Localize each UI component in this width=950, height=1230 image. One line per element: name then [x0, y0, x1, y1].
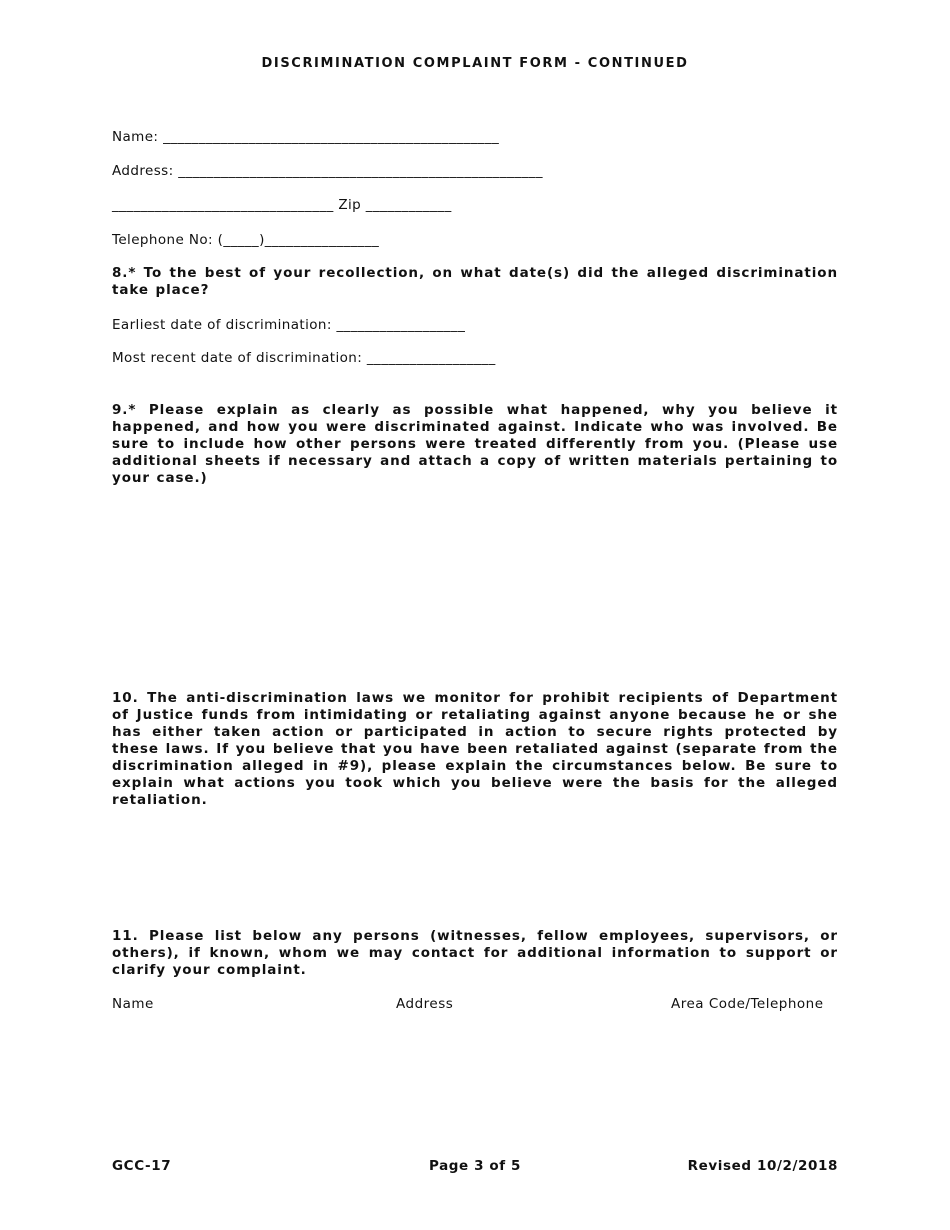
witness-list-area[interactable] [112, 1020, 838, 1140]
question-9: 9.* Please explain as clearly as possible what happened, why you believe it happened, and how you were discriminated against. Indicate who was involved. Be sure to include how other persons were treated differently from you. (Please use additional sheets if necessary and attach a copy of written materials pertaining to your case.) [112, 402, 838, 486]
column-header-name: Name [112, 996, 154, 1012]
page-title: DISCRIMINATION COMPLAINT FORM - CONTINUED [261, 56, 689, 71]
address-field-line[interactable]: Address: ___________________________________________________ [112, 163, 543, 179]
question-11: 11. Please list below any persons (witnesses, fellow employees, supervisors, or others), if known, whom we may contact for additional information to support or clarify your complaint. [112, 928, 838, 978]
earliest-date-field-line[interactable]: Earliest date of discrimination: __________________ [112, 317, 466, 333]
telephone-field-line[interactable]: Telephone No: (_____)________________ [112, 232, 380, 248]
footer-page-number: Page 3 of 5 [428, 1158, 522, 1174]
most-recent-date-field-line[interactable]: Most recent date of discrimination: __________________ [112, 350, 496, 366]
footer-revised-date: Revised 10/2/2018 [687, 1158, 838, 1174]
question-10: 10. The anti-discrimination laws we monitor for prohibit recipients of Department of Justice funds from intimidating or retaliating against anyone because he or she has either taken action or participated in action to secure rights protected by these laws. If you believe that you have been retaliated against (separate from the discrimination alleged in #9), please explain the circumstances below. Be sure to explain what actions you took which you believe were the basis for the alleged retaliation. [112, 690, 838, 808]
city-zip-field-line[interactable]: _______________________________ Zip ____________ [112, 197, 452, 213]
question-9-answer-area[interactable] [112, 480, 838, 680]
name-field-line[interactable]: Name: _______________________________________________ [112, 129, 500, 145]
column-header-address: Address [396, 996, 454, 1012]
question-10-answer-area[interactable] [112, 800, 838, 920]
footer-form-id: GCC-17 [112, 1158, 172, 1174]
column-header-telephone: Area Code/Telephone [671, 996, 824, 1012]
question-8: 8.* To the best of your recollection, on what date(s) did the alleged discrimination take place? [112, 265, 838, 298]
